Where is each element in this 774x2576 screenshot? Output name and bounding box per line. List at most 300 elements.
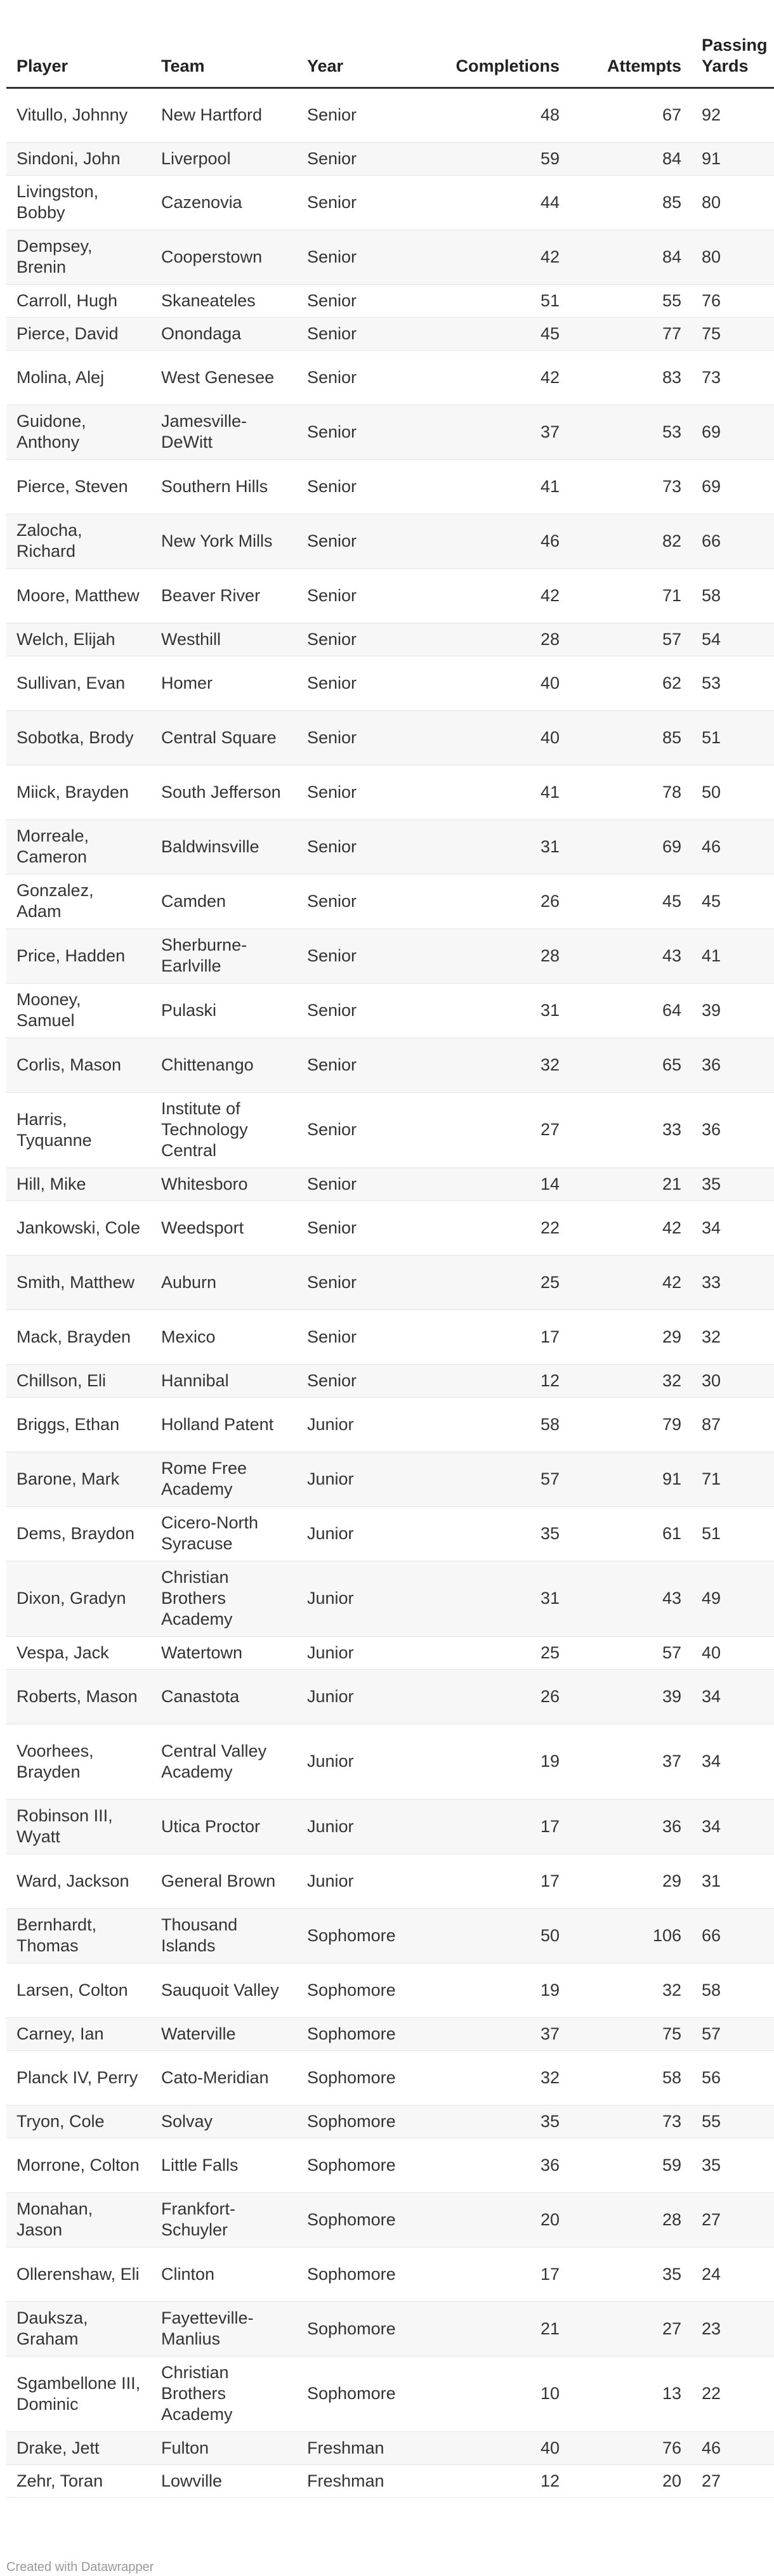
cell-completions: 31 [406,983,570,1038]
cell-team: Holland Patent [151,1397,297,1452]
cell-attempts: 21 [570,1168,692,1200]
table-row [6,1561,774,1636]
cell-passing-yards: 50 [692,765,774,819]
cell-completions: 41 [406,459,570,514]
cell-team: Central Valley Academy [151,1724,297,1799]
table-row [6,317,774,350]
table-row [6,1854,774,1908]
cell-player: Morrone, Colton [6,2138,151,2192]
cell-completions: 17 [406,1310,570,1364]
cell-attempts: 20 [570,2464,692,2497]
cell-year: Senior [297,175,406,230]
cell-passing-yards: 69 [692,459,774,514]
cell-team: Utica Proctor [151,1799,297,1854]
table-row [6,2431,774,2464]
cell-completions: 37 [406,2017,570,2050]
cell-year: Freshman [297,2464,406,2497]
cell-team: Fulton [151,2431,297,2464]
cell-team: Fayetteville-Manlius [151,2301,297,2356]
cell-year: Sophomore [297,2192,406,2247]
cell-year: Senior [297,983,406,1038]
cell-completions: 35 [406,1506,570,1561]
column-header-player[interactable]: Player [6,0,151,88]
cell-team: Onondaga [151,317,297,350]
cell-year: Sophomore [297,2247,406,2301]
cell-player: Ollerenshaw, Eli [6,2247,151,2301]
cell-completions: 22 [406,1200,570,1255]
cell-passing-yards: 32 [692,1310,774,1364]
cell-team: Sherburne-Earlville [151,928,297,983]
cell-year: Senior [297,1038,406,1092]
cell-year: Junior [297,1799,406,1854]
cell-player: Tryon, Cole [6,2105,151,2138]
cell-attempts: 13 [570,2356,692,2431]
cell-completions: 37 [406,405,570,459]
cell-team: Cato-Meridian [151,2050,297,2105]
cell-passing-yards: 36 [692,1092,774,1168]
cell-completions: 10 [406,2356,570,2431]
cell-player: Larsen, Colton [6,1963,151,2017]
cell-passing-yards: 58 [692,1963,774,2017]
cell-passing-yards: 66 [692,1908,774,1963]
table-row [6,230,774,284]
cell-team: Christian Brothers Academy [151,2356,297,2431]
cell-team: Christian Brothers Academy [151,1561,297,1636]
table-row [6,1255,774,1310]
cell-player: Carroll, Hugh [6,284,151,317]
stats-table [6,0,774,2498]
cell-player: Harris, Tyquanne [6,1092,151,1168]
cell-passing-yards: 40 [692,1636,774,1669]
table-row [6,623,774,656]
cell-attempts: 79 [570,1397,692,1452]
table-row [6,1310,774,1364]
cell-passing-yards: 55 [692,2105,774,2138]
cell-team: Skaneateles [151,284,297,317]
cell-attempts: 73 [570,459,692,514]
column-header-year[interactable]: Year [297,0,406,88]
cell-passing-yards: 58 [692,568,774,623]
table-row [6,2464,774,2497]
cell-player: Guidone, Anthony [6,405,151,459]
cell-year: Senior [297,1092,406,1168]
cell-year: Senior [297,656,406,710]
cell-passing-yards: 22 [692,2356,774,2431]
cell-year: Senior [297,1310,406,1364]
cell-team: Watertown [151,1636,297,1669]
cell-attempts: 84 [570,142,692,175]
cell-attempts: 32 [570,1364,692,1397]
cell-passing-yards: 73 [692,350,774,405]
cell-passing-yards: 66 [692,514,774,568]
column-header-team[interactable]: Team [151,0,297,88]
cell-passing-yards: 41 [692,928,774,983]
cell-year: Sophomore [297,2105,406,2138]
cell-completions: 14 [406,1168,570,1200]
cell-player: Corlis, Mason [6,1038,151,1092]
cell-team: Clinton [151,2247,297,2301]
table-row [6,1168,774,1200]
cell-attempts: 42 [570,1255,692,1310]
cell-completions: 40 [406,2431,570,2464]
cell-completions: 48 [406,88,570,142]
cell-team: Mexico [151,1310,297,1364]
cell-passing-yards: 80 [692,230,774,284]
cell-attempts: 45 [570,874,692,928]
cell-player: Zalocha, Richard [6,514,151,568]
cell-passing-yards: 76 [692,284,774,317]
cell-year: Junior [297,1561,406,1636]
cell-attempts: 39 [570,1669,692,1724]
cell-player: Gonzalez, Adam [6,874,151,928]
cell-completions: 17 [406,1799,570,1854]
cell-player: Voorhees, Brayden [6,1724,151,1799]
cell-year: Senior [297,1255,406,1310]
cell-completions: 17 [406,1854,570,1908]
cell-year: Junior [297,1452,406,1506]
cell-attempts: 77 [570,317,692,350]
cell-year: Junior [297,1854,406,1908]
cell-year: Senior [297,623,406,656]
cell-passing-yards: 51 [692,1506,774,1561]
cell-passing-yards: 33 [692,1255,774,1310]
cell-completions: 57 [406,1452,570,1506]
table-row [6,983,774,1038]
cell-year: Senior [297,819,406,874]
cell-completions: 58 [406,1397,570,1452]
cell-player: Sobotka, Brody [6,710,151,765]
cell-passing-yards: 27 [692,2192,774,2247]
cell-player: Mooney, Samuel [6,983,151,1038]
table-row [6,1506,774,1561]
table-row [6,2192,774,2247]
cell-completions: 26 [406,874,570,928]
cell-player: Smith, Matthew [6,1255,151,1310]
cell-player: Ward, Jackson [6,1854,151,1908]
cell-passing-yards: 35 [692,1168,774,1200]
cell-year: Sophomore [297,1908,406,1963]
cell-player: Robinson III, Wyatt [6,1799,151,1854]
cell-passing-yards: 35 [692,2138,774,2192]
cell-year: Sophomore [297,2050,406,2105]
table-row [6,405,774,459]
cell-attempts: 58 [570,2050,692,2105]
cell-year: Junior [297,1636,406,1669]
cell-completions: 31 [406,1561,570,1636]
cell-attempts: 73 [570,2105,692,2138]
header-row [6,0,774,88]
cell-team: Cicero-North Syracuse [151,1506,297,1561]
table-row [6,2356,774,2431]
cell-year: Senior [297,405,406,459]
table-row [6,928,774,983]
table-row [6,514,774,568]
cell-player: Mack, Brayden [6,1310,151,1364]
cell-passing-yards: 46 [692,2431,774,2464]
cell-year: Junior [297,1669,406,1724]
table-row [6,874,774,928]
cell-attempts: 65 [570,1038,692,1092]
table-row [6,2050,774,2105]
cell-attempts: 43 [570,1561,692,1636]
cell-team: Waterville [151,2017,297,2050]
cell-year: Senior [297,514,406,568]
cell-player: Moore, Matthew [6,568,151,623]
cell-team: Frankfort-Schuyler [151,2192,297,2247]
cell-passing-yards: 54 [692,623,774,656]
table-row [6,1092,774,1168]
cell-attempts: 36 [570,1799,692,1854]
cell-completions: 21 [406,2301,570,2356]
table-row [6,1636,774,1669]
cell-attempts: 78 [570,765,692,819]
cell-passing-yards: 51 [692,710,774,765]
cell-player: Planck IV, Perry [6,2050,151,2105]
cell-completions: 12 [406,1364,570,1397]
cell-passing-yards: 34 [692,1669,774,1724]
cell-player: Monahan, Jason [6,2192,151,2247]
table-row [6,2301,774,2356]
cell-completions: 40 [406,710,570,765]
cell-team: Pulaski [151,983,297,1038]
cell-completions: 28 [406,928,570,983]
cell-player: Morreale, Cameron [6,819,151,874]
cell-team: Homer [151,656,297,710]
cell-team: Cooperstown [151,230,297,284]
cell-year: Senior [297,350,406,405]
column-header-completions[interactable]: Completions [406,0,570,88]
cell-team: Solvay [151,2105,297,2138]
cell-completions: 41 [406,765,570,819]
cell-completions: 19 [406,1963,570,2017]
cell-passing-yards: 36 [692,1038,774,1092]
cell-completions: 27 [406,1092,570,1168]
cell-completions: 19 [406,1724,570,1799]
cell-team: Thousand Islands [151,1908,297,1963]
cell-team: New York Mills [151,514,297,568]
cell-team: Chittenango [151,1038,297,1092]
cell-passing-yards: 27 [692,2464,774,2497]
table-row [6,88,774,142]
table-row [6,1452,774,1506]
cell-passing-yards: 34 [692,1200,774,1255]
cell-attempts: 91 [570,1452,692,1506]
cell-passing-yards: 45 [692,874,774,928]
cell-year: Senior [297,317,406,350]
cell-attempts: 28 [570,2192,692,2247]
cell-player: Pierce, David [6,317,151,350]
cell-passing-yards: 49 [692,1561,774,1636]
cell-player: Sullivan, Evan [6,656,151,710]
cell-attempts: 67 [570,88,692,142]
table-row [6,656,774,710]
cell-team: Sauquoit Valley [151,1963,297,2017]
cell-attempts: 29 [570,1854,692,1908]
cell-player: Zehr, Toran [6,2464,151,2497]
cell-team: Camden [151,874,297,928]
cell-completions: 35 [406,2105,570,2138]
cell-attempts: 32 [570,1963,692,2017]
table-row [6,1908,774,1963]
cell-year: Senior [297,142,406,175]
cell-player: Roberts, Mason [6,1669,151,1724]
cell-completions: 40 [406,656,570,710]
cell-passing-yards: 91 [692,142,774,175]
cell-completions: 42 [406,350,570,405]
cell-year: Senior [297,765,406,819]
cell-year: Senior [297,88,406,142]
table-row [6,1364,774,1397]
cell-completions: 17 [406,2247,570,2301]
cell-team: Lowville [151,2464,297,2497]
cell-year: Senior [297,874,406,928]
cell-player: Bernhardt, Thomas [6,1908,151,1963]
cell-attempts: 29 [570,1310,692,1364]
cell-completions: 50 [406,1908,570,1963]
cell-passing-yards: 80 [692,175,774,230]
cell-attempts: 84 [570,230,692,284]
cell-attempts: 71 [570,568,692,623]
cell-completions: 32 [406,2050,570,2105]
cell-attempts: 42 [570,1200,692,1255]
cell-year: Sophomore [297,2301,406,2356]
table-row [6,710,774,765]
cell-passing-yards: 23 [692,2301,774,2356]
cell-completions: 45 [406,317,570,350]
cell-completions: 44 [406,175,570,230]
cell-passing-yards: 46 [692,819,774,874]
cell-team: Southern Hills [151,459,297,514]
table-row [6,2138,774,2192]
cell-player: Dixon, Gradyn [6,1561,151,1636]
cell-completions: 32 [406,1038,570,1092]
cell-player: Sindoni, John [6,142,151,175]
cell-completions: 51 [406,284,570,317]
cell-passing-yards: 92 [692,88,774,142]
cell-player: Hill, Mike [6,1168,151,1200]
cell-attempts: 76 [570,2431,692,2464]
cell-attempts: 43 [570,928,692,983]
cell-attempts: 33 [570,1092,692,1168]
cell-year: Sophomore [297,2138,406,2192]
table-row [6,819,774,874]
column-header-passing-yards[interactable]: Passing Yards [692,0,774,88]
table-row [6,1397,774,1452]
table-row [6,350,774,405]
cell-year: Senior [297,1200,406,1255]
table-row [6,2247,774,2301]
cell-player: Dauksza, Graham [6,2301,151,2356]
cell-attempts: 57 [570,623,692,656]
table-row [6,1963,774,2017]
cell-team: General Brown [151,1854,297,1908]
cell-attempts: 27 [570,2301,692,2356]
cell-attempts: 35 [570,2247,692,2301]
cell-passing-yards: 75 [692,317,774,350]
column-header-attempts[interactable]: Attempts [570,0,692,88]
table-row [6,568,774,623]
cell-team: Westhill [151,623,297,656]
cell-year: Senior [297,710,406,765]
cell-player: Price, Hadden [6,928,151,983]
table-row [6,284,774,317]
cell-passing-yards: 71 [692,1452,774,1506]
cell-attempts: 61 [570,1506,692,1561]
cell-completions: 28 [406,623,570,656]
cell-passing-yards: 57 [692,2017,774,2050]
cell-completions: 25 [406,1636,570,1669]
cell-year: Freshman [297,2431,406,2464]
cell-team: Beaver River [151,568,297,623]
cell-year: Senior [297,459,406,514]
cell-attempts: 57 [570,1636,692,1669]
cell-completions: 42 [406,230,570,284]
cell-team: Whitesboro [151,1168,297,1200]
cell-year: Senior [297,1168,406,1200]
cell-passing-yards: 56 [692,2050,774,2105]
table-row [6,1038,774,1092]
cell-attempts: 55 [570,284,692,317]
cell-completions: 26 [406,1669,570,1724]
cell-completions: 20 [406,2192,570,2247]
cell-player: Carney, Ian [6,2017,151,2050]
datawrapper-credit[interactable]: Created with Datawrapper [6,2560,154,2574]
cell-player: Dempsey, Brenin [6,230,151,284]
cell-passing-yards: 34 [692,1724,774,1799]
cell-year: Senior [297,568,406,623]
table-row [6,2105,774,2138]
cell-passing-yards: 53 [692,656,774,710]
table-row [6,1799,774,1854]
cell-attempts: 85 [570,710,692,765]
table-header [6,0,774,88]
cell-attempts: 75 [570,2017,692,2050]
table-row [6,2017,774,2050]
cell-player: Miick, Brayden [6,765,151,819]
cell-team: Little Falls [151,2138,297,2192]
cell-completions: 46 [406,514,570,568]
cell-year: Sophomore [297,1963,406,2017]
cell-attempts: 69 [570,819,692,874]
table-row [6,459,774,514]
cell-attempts: 59 [570,2138,692,2192]
cell-completions: 59 [406,142,570,175]
cell-team: Liverpool [151,142,297,175]
cell-year: Junior [297,1506,406,1561]
cell-attempts: 83 [570,350,692,405]
cell-completions: 25 [406,1255,570,1310]
cell-team: Rome Free Academy [151,1452,297,1506]
cell-completions: 36 [406,2138,570,2192]
cell-passing-yards: 24 [692,2247,774,2301]
cell-team: New Hartford [151,88,297,142]
cell-player: Dems, Braydon [6,1506,151,1561]
cell-player: Sgambellone III, Dominic [6,2356,151,2431]
cell-team: Central Square [151,710,297,765]
cell-attempts: 62 [570,656,692,710]
cell-passing-yards: 30 [692,1364,774,1397]
cell-team: Auburn [151,1255,297,1310]
cell-player: Welch, Elijah [6,623,151,656]
table-row [6,1724,774,1799]
cell-team: Cazenovia [151,175,297,230]
table-scroll-area[interactable] [6,0,774,2498]
cell-team: Weedsport [151,1200,297,1255]
table-body [6,88,774,2497]
cell-completions: 31 [406,819,570,874]
cell-year: Senior [297,230,406,284]
cell-team: Institute of Technology Central [151,1092,297,1168]
